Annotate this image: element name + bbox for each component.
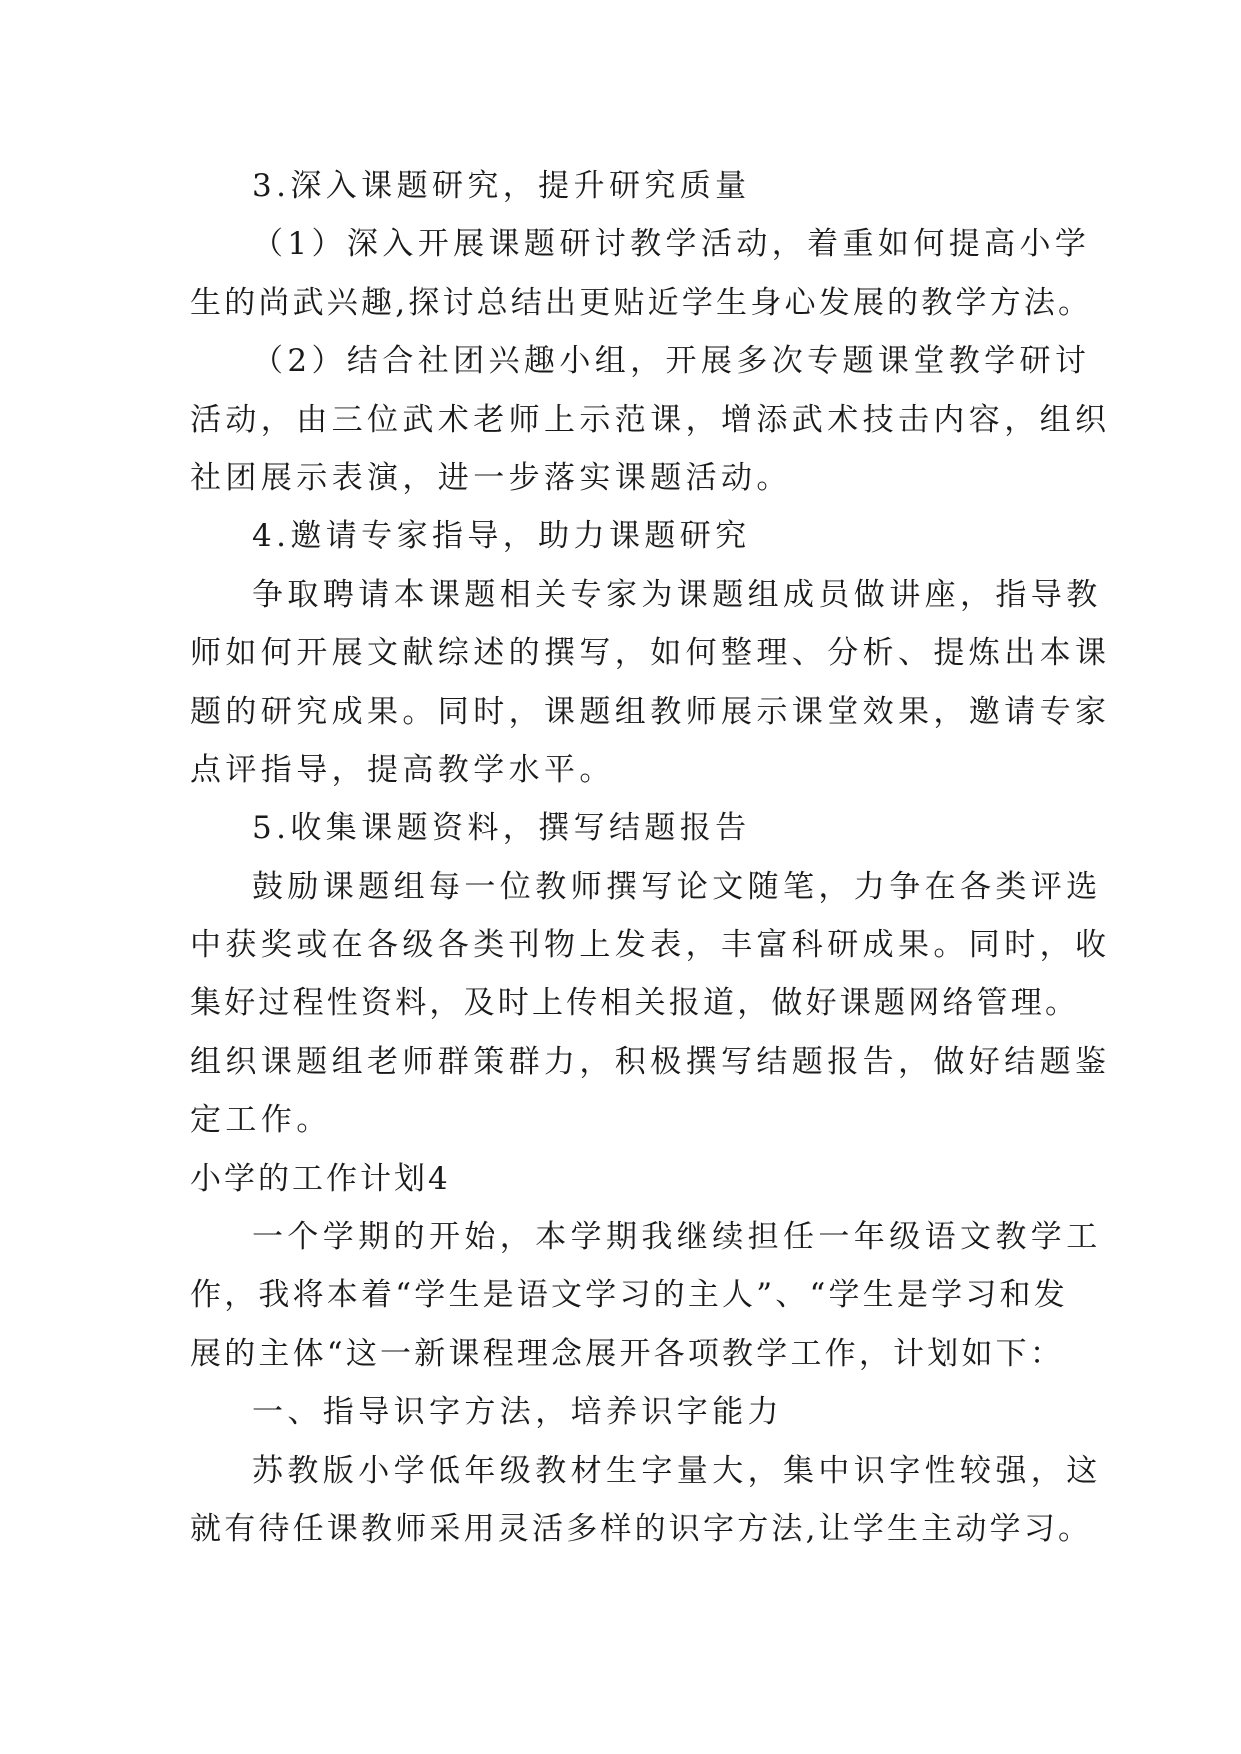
paragraph-line: 中获奖或在各级各类刊物上发表，丰富科研成果。同时，收 xyxy=(190,927,1111,964)
paragraph-line: （1）深入开展课题研讨教学活动，着重如何提高小学 xyxy=(252,226,1091,263)
paragraph-line: 题的研究成果。同时，课题组教师展示课堂效果，邀请专家 xyxy=(190,693,1111,730)
paragraph-line: 生的尚武兴趣,探讨总结出更贴近学生身心发展的教学方法。 xyxy=(190,284,1093,321)
section-heading-4: 4.邀请专家指导，助力课题研究 xyxy=(252,518,751,555)
paragraph-line: （2）结合社团兴趣小组，开展多次专题课堂教学研讨 xyxy=(252,343,1091,380)
paragraph-line: 师如何开展文献综述的撰写，如何整理、分析、提炼出本课 xyxy=(190,635,1111,672)
paragraph-line: 争取聘请本课题相关专家为课题组成员做讲座，指导教 xyxy=(252,576,1102,613)
paragraph-line: 社团展示表演，进一步落实课题活动。 xyxy=(190,459,792,496)
paragraph-line: 苏教版小学低年级教材生字量大，集中识字性较强，这 xyxy=(252,1452,1102,1489)
paragraph-line: 集好过程性资料，及时上传相关报道，做好课题网络管理。 xyxy=(190,985,1080,1022)
paragraph-line: 就有待任课教师采用灵活多样的识字方法,让学生主动学习。 xyxy=(190,1510,1093,1547)
paragraph-line: 展的主体“这一新课程理念展开各项教学工作，计划如下： xyxy=(190,1335,1065,1372)
paragraph-line: 一个学期的开始，本学期我继续担任一年级语文教学工 xyxy=(252,1219,1102,1256)
paragraph-line: 作，我将本着“学生是语文学习的主人”、“学生是学习和发 xyxy=(190,1277,1068,1314)
paragraph-line: 点评指导，提高教学水平。 xyxy=(190,751,615,788)
paragraph-line: 定工作。 xyxy=(190,1102,332,1139)
section-heading-1: 一、指导识字方法，培养识字能力 xyxy=(252,1394,783,1431)
paragraph-line: 组织课题组老师群策群力，积极撰写结题报告，做好结题鉴 xyxy=(190,1043,1111,1080)
paragraph-line: 鼓励课题组每一位教师撰写论文随笔，力争在各类评选 xyxy=(252,868,1102,905)
paragraph-line: 活动，由三位武术老师上示范课，增添武术技击内容，组织 xyxy=(190,401,1111,438)
document-title-plan-4: 小学的工作计划4 xyxy=(190,1160,451,1197)
section-heading-3: 3.深入课题研究，提升研究质量 xyxy=(252,168,751,204)
section-heading-5: 5.收集课题资料，撰写结题报告 xyxy=(252,810,751,847)
document-body xyxy=(190,157,1111,1558)
